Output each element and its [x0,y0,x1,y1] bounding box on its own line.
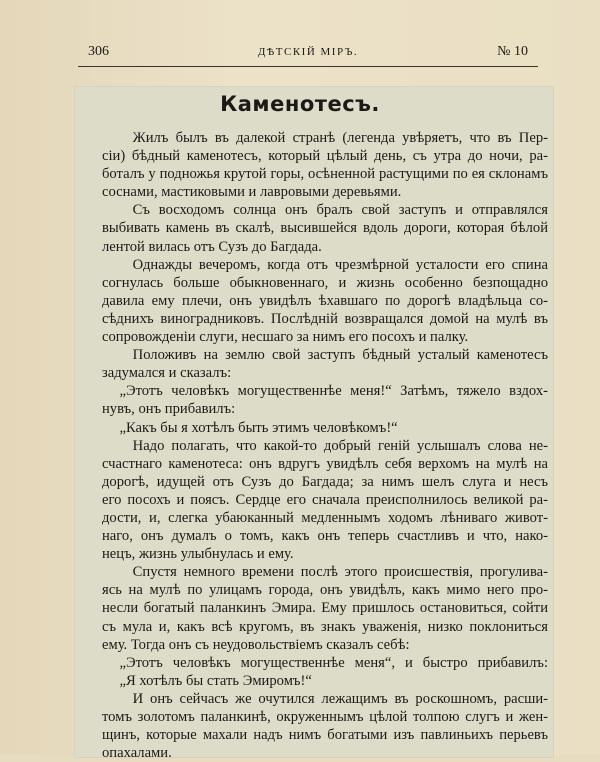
text-line: несли богатый паланкинъ Эмира. Ему пришлось остановиться, сойти [102,600,548,617]
text-line: опахалами. [102,745,172,762]
page-number: 306 [88,44,109,59]
text-line: Положивъ на землю свой заступъ бѣдный усталый каменотесъ [132,347,548,364]
header-rule [78,66,538,67]
text-line: выбивать камень въ скалѣ, высившейся вдоль дороги, которая бѣлой [102,220,548,237]
text-line: нецъ, жизнь улыбнулась и ему. [102,546,294,563]
text-line: „Я хотѣлъ бы стать Эмиромъ!“ [119,672,312,689]
text-line: Однажды вечеромъ, когда отъ чрезмѣрной усталости его спина [132,256,548,273]
text-line: „Какъ бы я хотѣлъ быть этимъ человѣкомъ!“ [119,419,398,436]
text-line: Спустя немного времени послѣ этого происшествія, прогулива- [132,564,548,581]
text-line: дости, и, слегка убаюканный медленнымъ ходомъ лѣниваго живот- [102,509,548,526]
text-line: Жилъ былъ въ далекой странѣ (легенда увѣряетъ, что въ Пер- [132,130,548,146]
text-line: сопровожденіи слуги, несшаго за нимъ его посохъ и палку. [102,329,469,346]
text-line: И онъ сейчасъ же очутился лежащимъ въ роскошномъ, расши- [132,690,548,707]
text-line: его посохъ и поясъ. Сердце его сначала преисполнилось великой ра- [102,491,548,508]
text-line: томъ золотомъ паланкинѣ, окруженнымъ цѣлой толпою слугъ и жен- [102,709,548,725]
text-line: сіи) бѣдный каменотесъ, который цѣлый день, съ утра до ночи, ра- [102,148,548,165]
text-line: щинъ, которые махали надъ нимъ богатыми изъ павлиньихъ перьевъ [102,727,548,744]
article-body [102,129,548,762]
text-line: сѣднихъ виноградниковъ. Послѣдній возвращался домой на мулѣ въ [102,310,548,327]
article-title: Каменотесъ. [220,92,380,116]
text-line: съ мула и, какъ всѣ кругомъ, въ знакъ уваженія, низко поклониться [102,618,548,635]
issue-number: № 10 [497,44,528,59]
text-line: Надо полагать, что какой-то добрый геній услышалъ слова не- [132,437,548,454]
text-line: задумался и сказалъ: [102,365,232,382]
text-line: согнулась больше обыкновеннаго, и жизнь особенно безпощадно [102,274,548,291]
text-line: соснами, мастиковыми и лавровыми деревьями. [102,184,402,201]
text-line: нувъ, онъ прибавилъ: [102,401,236,418]
text-line: давила ему плечи, онъ увидѣлъ ѣхавшаго по дорогѣ владѣльца со- [102,292,548,309]
text-line: лентой вилась отъ Сузъ до Багдада. [102,238,322,255]
text-line: дорогѣ, идущей отъ Сузъ до Багдада; за нимъ шелъ слуга и несъ [102,473,548,490]
text-line: счастнаго каменотеса: онъ вдругъ увидѣлъ себя верхомъ на мулѣ на [102,455,548,472]
page-header [78,42,538,64]
text-line: Съ восходомъ солнца онъ бралъ свой заступъ и отправлялся [132,202,548,219]
text-line: ему. Тогда онъ съ неудовольствіемъ сказалъ себѣ: [102,636,410,653]
text-line: боталъ у подножья крутой горы, осѣненной растущими по ея склонамъ [102,166,548,183]
text-line: наго, онъ думалъ о томъ, какъ онъ теперь счастливъ и что, нако- [102,528,548,545]
running-title: ДѢТСКІЙ МІРЪ. [257,46,359,58]
text-line: ясь на мулѣ по улицамъ города, онъ увидѣлъ, какъ мимо него про- [102,582,548,599]
text-line: „Этотъ человѣкъ могущественнѣе меня“, и быстро прибавилъ: [119,654,548,671]
text-line: „Этотъ человѣкъ могущественнѣе меня!“ Затѣмъ, тяжело вздох- [119,383,548,400]
